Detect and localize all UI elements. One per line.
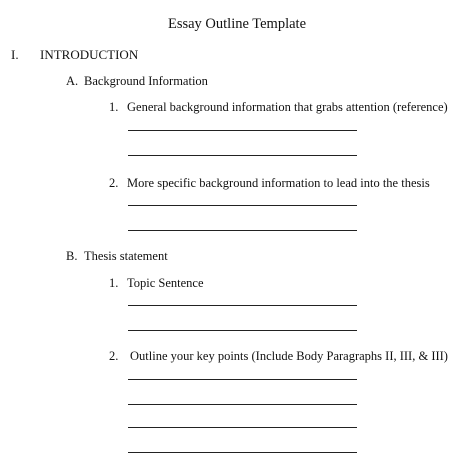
section-numeral: I. <box>11 47 19 62</box>
item-a1-text: General background information that grabs attention (reference) <box>127 100 448 114</box>
item-b1-text: Topic Sentence <box>127 276 204 290</box>
answer-blank-line[interactable] <box>128 404 357 405</box>
answer-blank-line[interactable] <box>128 379 357 380</box>
item-a1-number: 1. <box>109 100 119 114</box>
item-b2-text: Outline your key points (Include Body Paragraphs II, III, & III) <box>130 349 448 363</box>
item-b1-number: 1. <box>109 276 119 290</box>
item-b2-number: 2. <box>109 349 119 363</box>
subsection-a-label: Background Information <box>84 74 208 88</box>
document-title: Essay Outline Template <box>167 16 307 32</box>
answer-blank-line[interactable] <box>128 330 357 331</box>
answer-blank-line[interactable] <box>128 130 357 131</box>
item-a2-text: More specific background information to lead into the thesis <box>127 176 430 190</box>
answer-blank-line[interactable] <box>128 427 357 428</box>
item-a2-number: 2. <box>109 176 119 190</box>
section-heading: INTRODUCTION <box>40 47 139 62</box>
answer-blank-line[interactable] <box>128 205 357 206</box>
answer-blank-line[interactable] <box>128 305 357 306</box>
subsection-b-letter: B. <box>66 249 78 263</box>
answer-blank-line[interactable] <box>128 230 357 231</box>
answer-blank-line[interactable] <box>128 452 357 453</box>
subsection-a-letter: A. <box>66 74 79 88</box>
subsection-b-label: Thesis statement <box>84 249 168 263</box>
answer-blank-line[interactable] <box>128 155 357 156</box>
